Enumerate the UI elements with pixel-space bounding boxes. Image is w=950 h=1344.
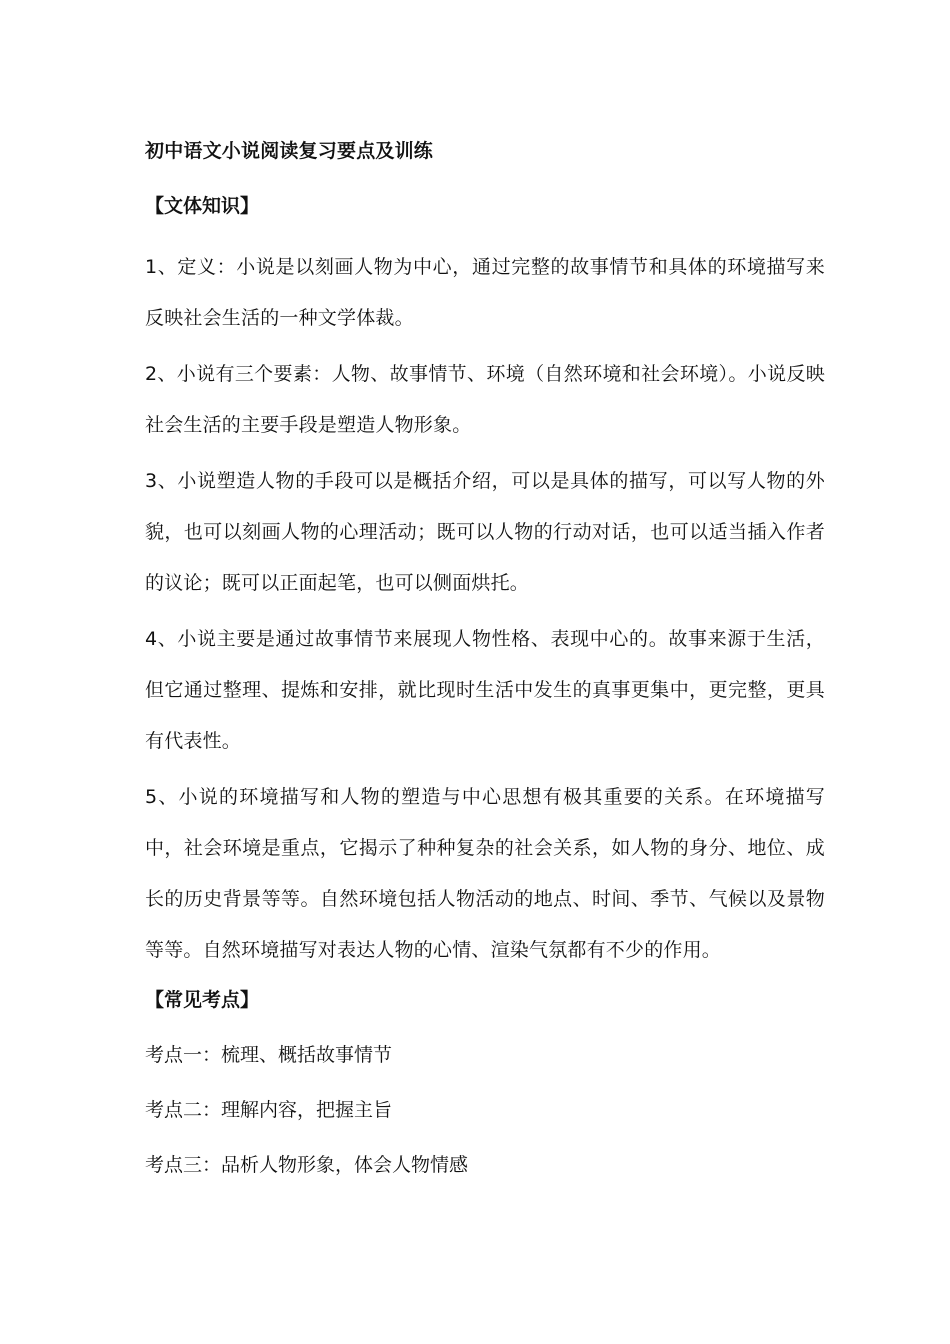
document-title: 初中语文小说阅读复习要点及训练 (145, 140, 434, 162)
paragraph-plot: 4、小说主要是通过故事情节来展现人物性格、表现中心的。故事来源于生活，但它通过整理、提炼和安排，就比现时生活中发生的真事更集中，更完整，更具有代表性。 (145, 628, 825, 752)
section-heading-genre-knowledge: 【文体知识】 (145, 195, 260, 217)
exam-point-2: 考点二：理解内容，把握主旨 (145, 1099, 393, 1121)
paragraph-three-elements: 2、小说有三个要素：人物、故事情节、环境（自然环境和社会环境）。小说反映社会生活的主要手段是塑造人物形象。 (145, 363, 825, 436)
paragraph-definition: 1、定义：小说是以刻画人物为中心，通过完整的故事情节和具体的环境描写来反映社会生活的一种文学体裁。 (145, 256, 825, 329)
paragraph-character-methods: 3、小说塑造人物的手段可以是概括介绍，可以是具体的描写，可以写人物的外貌，也可以刻画人物的心理活动；既可以人物的行动对话，也可以适当插入作者的议论；既可以正面起笔，也可以侧面烘托。 (145, 470, 825, 594)
paragraph-environment: 5、小说的环境描写和人物的塑造与中心思想有极其重要的关系。在环境描写中，社会环境是重点，它揭示了种种复杂的社会关系，如人物的身分、地位、成长的历史背景等等。自然环境包括人物活动的地点、时间、季节、气候以及景物等等。自然环境描写对表达人物的心情、渲染气氛都有不少的作用。 (145, 786, 825, 961)
exam-point-1: 考点一：梳理、概括故事情节 (145, 1044, 393, 1066)
section-heading-common-exam-points: 【常见考点】 (145, 989, 260, 1011)
exam-point-3: 考点三：品析人物形象，体会人物情感 (145, 1154, 469, 1176)
document-content (145, 132, 825, 1201)
